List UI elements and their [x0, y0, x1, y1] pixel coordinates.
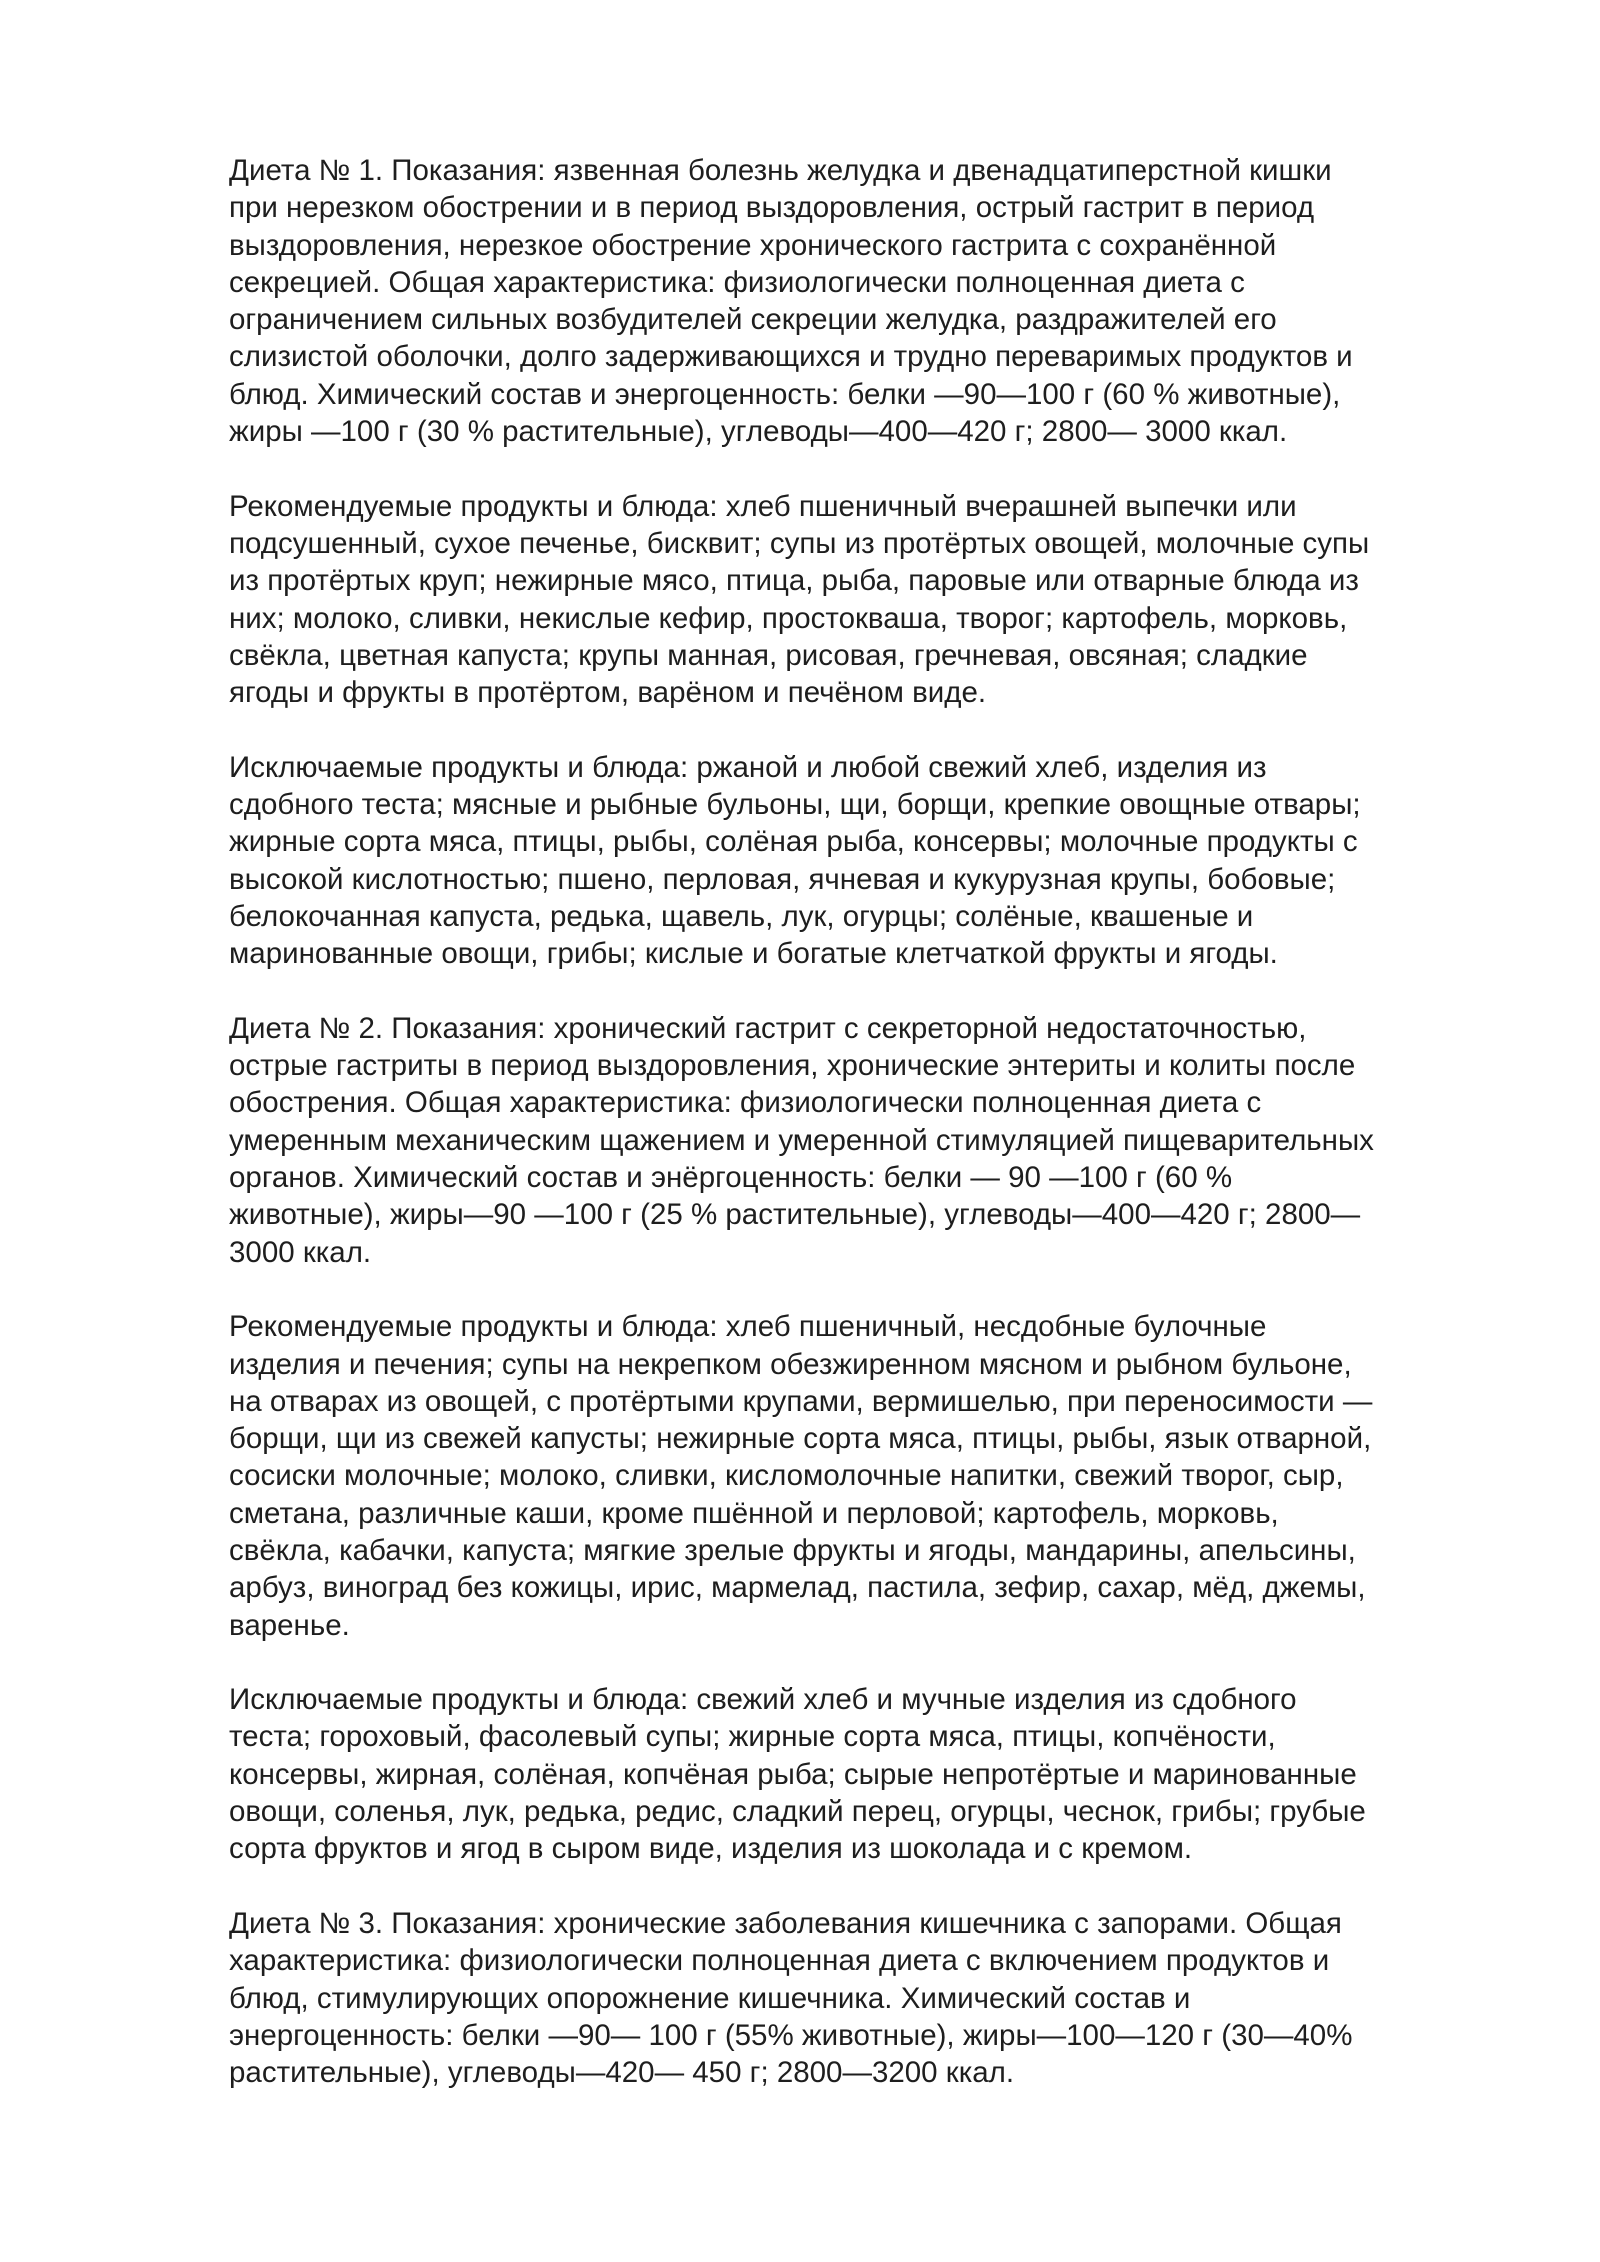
text-line: умеренным механическим щажением и умеренной стимуляцией пищеварительных	[229, 1123, 1374, 1157]
text-line: Рекомендуемые продукты и блюда: хлеб пшеничный, несдобные булочные	[229, 1310, 1267, 1344]
text-line: сорта фруктов и ягод в сыром виде, изделия из шоколада и с кремом.	[229, 1832, 1193, 1866]
text-line: борщи, щи из свежей капусты; нежирные сорта мяса, птицы, рыбы, язык отварной,	[229, 1422, 1372, 1456]
text-line: органов. Химический состав и энёргоценность: белки — 90 —100 г (60 %	[229, 1161, 1233, 1195]
paragraph-diet-1-excluded	[229, 749, 1509, 973]
text-line: консервы, жирная, солёная, копчёная рыба; сырые непротёртые и маринованные	[229, 1757, 1357, 1791]
text-line: характеристика: физиологически полноценная диета с включением продуктов и	[229, 1944, 1330, 1978]
text-line: белокочанная капуста, редька, щавель, лук, огурцы; солёные, квашеные и	[229, 899, 1254, 933]
text-line: энергоценность: белки —90— 100 г (55% животные), жиры—100—120 г (30—40%	[229, 2018, 1353, 2052]
text-line: свёкла, цветная капуста; крупы манная, рисовая, гречневая, овсяная; сладкие	[229, 638, 1308, 672]
text-line: Исключаемые продукты и блюда: ржаной и любой свежий хлеб, изделия из	[229, 750, 1267, 784]
text-line: маринованные овощи, грибы; кислые и богатые клетчаткой фрукты и ягоды.	[229, 937, 1278, 971]
text-line: Рекомендуемые продукты и блюда: хлеб пшеничный вчерашней выпечки или	[229, 489, 1297, 523]
text-line: варенье.	[229, 1608, 350, 1642]
text-line: подсушенный, сухое печенье, бисквит; супы из протёртых овощей, молочные супы	[229, 526, 1370, 560]
text-line: на отварах из овощей, с протёртыми крупами, вермишелью, при переносимости —	[229, 1384, 1373, 1418]
text-line: изделия и печения; супы на некрепком обезжиренном мясном и рыбном бульоне,	[229, 1347, 1352, 1381]
text-line: высокой кислотностью; пшено, перловая, ячневая и кукурузная крупы, бобовые;	[229, 862, 1336, 896]
text-line: овощи, соленья, лук, редька, редис, сладкий перец, огурцы, чеснок, грибы; грубые	[229, 1795, 1366, 1829]
text-line: животные), жиры—90 —100 г (25 % растительные), углеводы—400—420 г; 2800—	[229, 1198, 1361, 1232]
paragraph-diet-2-excluded	[229, 1681, 1509, 1867]
text-line: них; молоко, сливки, некислые кефир, простокваша, творог; картофель, морковь,	[229, 601, 1348, 635]
text-line: при нерезком обострении и в период выздоровления, острый гастрит в период	[229, 191, 1315, 225]
text-line: сдобного теста; мясные и рыбные бульоны, щи, борщи, крепкие овощные отвары;	[229, 788, 1361, 822]
text-line: ягоды и фрукты в протёртом, варёном и печёном виде.	[229, 676, 987, 710]
text-line: сосиски молочные; молоко, сливки, кисломолочные напитки, свежий творог, сыр,	[229, 1459, 1344, 1493]
text-line: 3000 ккал.	[229, 1235, 372, 1269]
text-line: жиры —100 г (30 % растительные), углеводы—400—420 г; 2800— 3000 ккал.	[229, 415, 1288, 449]
text-line: слизистой оболочки, долго задерживающихся и трудно переваримых продуктов и	[229, 340, 1353, 374]
text-line: Диета № 2. Показания: хронический гастрит с секреторной недостаточностью,	[229, 1011, 1307, 1045]
text-line: из протёртых круп; нежирные мясо, птица, рыба, паровые или отварные блюда из	[229, 564, 1359, 598]
text-line: Диета № 1. Показания: язвенная болезнь желудка и двенадцатиперстной кишки	[229, 154, 1332, 187]
text-line: Исключаемые продукты и блюда: свежий хлеб и мучные изделия из сдобного	[229, 1683, 1297, 1717]
text-line: растительные), углеводы—420— 450 г; 2800—3200 ккал.	[229, 2056, 1015, 2090]
text-line: секрецией. Общая характеристика: физиологически полноценная диета с	[229, 265, 1245, 299]
text-line: жирные сорта мяса, птицы, рыбы, солёная рыба, консервы; молочные продукты с	[229, 825, 1358, 859]
text-line: сметана, различные каши, кроме пшённой и перловой; картофель, морковь,	[229, 1496, 1279, 1530]
text-line: арбуз, виноград без кожицы, ирис, мармелад, пастила, зефир, сахар, мёд, джемы,	[229, 1571, 1366, 1605]
paragraph-diet-2-recommended	[229, 1308, 1509, 1644]
text-line: острые гастриты в период выздоровления, хронические энтериты и колиты после	[229, 1049, 1356, 1083]
text-line: обострения. Общая характеристика: физиологически полноценная диета с	[229, 1086, 1262, 1120]
text-line: Диета № 3. Показания: хронические заболевания кишечника с запорами. Общая	[229, 1906, 1342, 1940]
text-line: выздоровления, нерезкое обострение хронического гастрита с сохранённой	[229, 228, 1277, 262]
document-page	[229, 152, 1509, 2129]
paragraph-diet-2-indications	[229, 1010, 1509, 1271]
paragraph-diet-3-indications	[229, 1905, 1509, 2091]
paragraph-diet-1-indications	[229, 152, 1509, 450]
text-line: теста; гороховый, фасолевый супы; жирные сорта мяса, птицы, копчёности,	[229, 1720, 1276, 1754]
text-line: блюд. Химический состав и энергоценность: белки —90—100 г (60 % животные),	[229, 377, 1341, 411]
paragraph-diet-1-recommended	[229, 488, 1509, 712]
text-line: блюд, стимулирующих опорожнение кишечника. Химический состав и	[229, 1981, 1191, 2015]
text-line: свёкла, кабачки, капуста; мягкие зрелые фрукты и ягоды, мандарины, апельсины,	[229, 1533, 1356, 1567]
text-line: ограничением сильных возбудителей секреции желудка, раздражителей его	[229, 303, 1277, 337]
